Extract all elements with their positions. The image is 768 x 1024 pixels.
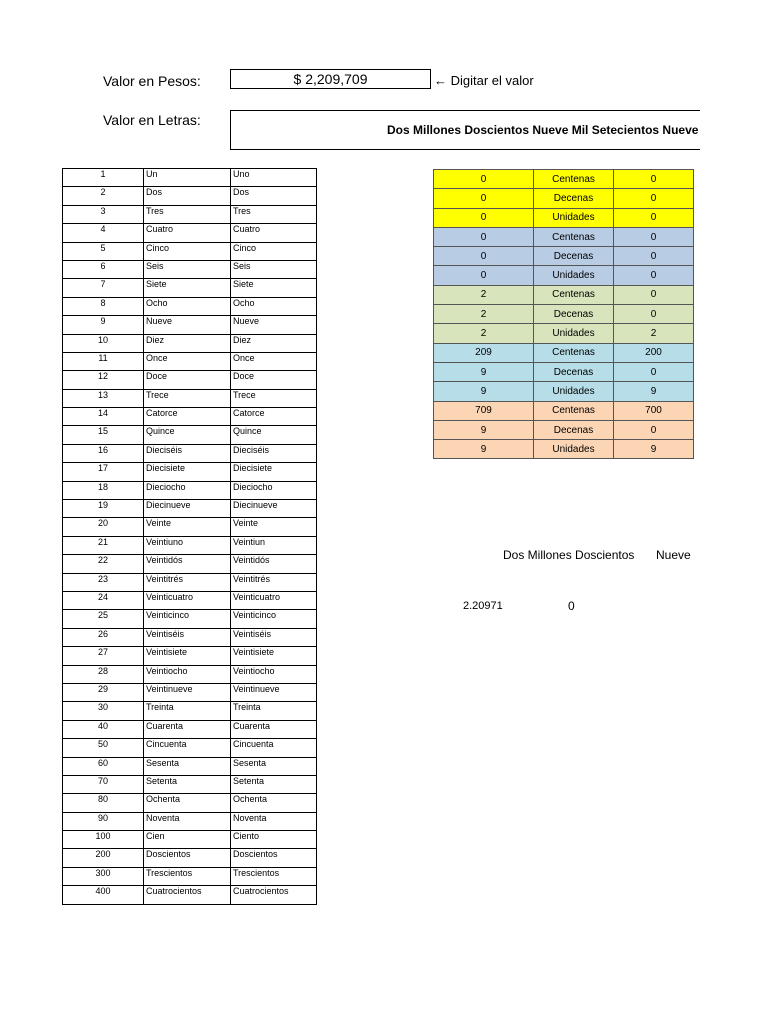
digits-table xyxy=(433,169,694,459)
lookup-number-cell[interactable]: 80 xyxy=(63,794,144,812)
words-cell-2[interactable]: Nueve xyxy=(656,548,691,562)
digits-row xyxy=(434,247,694,266)
lookup-number-cell[interactable]: 15 xyxy=(63,426,144,444)
digits-row xyxy=(434,208,694,227)
lookup-number-cell[interactable]: 3 xyxy=(63,205,144,223)
lookup-row xyxy=(63,169,317,187)
digit-value-cell[interactable]: 9 xyxy=(434,420,534,439)
lookup-number-cell[interactable]: 29 xyxy=(63,683,144,701)
lookup-word-alt-cell[interactable]: Noventa xyxy=(231,812,317,830)
lookup-word-alt-cell[interactable]: Tres xyxy=(231,205,317,223)
place-value-cell[interactable]: 0 xyxy=(614,285,694,304)
lookup-word-cell[interactable]: Veintidós xyxy=(144,555,231,573)
digits-row xyxy=(434,189,694,208)
lookup-word-alt-cell[interactable]: Once xyxy=(231,352,317,370)
lookup-word-cell[interactable]: Trece xyxy=(144,389,231,407)
lookup-word-cell[interactable]: Veinticuatro xyxy=(144,591,231,609)
lookup-word-cell[interactable]: Veintiséis xyxy=(144,628,231,646)
lookup-word-alt-cell[interactable]: Diecisiete xyxy=(231,463,317,481)
lookup-number-cell[interactable]: 400 xyxy=(63,886,144,904)
place-value-cell[interactable]: 0 xyxy=(614,227,694,246)
digits-row xyxy=(434,420,694,439)
lookup-word-alt-cell[interactable]: Veintiun xyxy=(231,536,317,554)
lookup-row xyxy=(63,555,317,573)
lookup-word-cell[interactable]: Veintitrés xyxy=(144,573,231,591)
lookup-table xyxy=(62,168,317,905)
digit-value-cell[interactable]: 2 xyxy=(434,285,534,304)
place-name-cell[interactable]: Centenas xyxy=(534,401,614,420)
lookup-word-cell[interactable]: Trescientos xyxy=(144,867,231,885)
lookup-word-alt-cell[interactable]: Quince xyxy=(231,426,317,444)
lookup-word-alt-cell[interactable]: Ocho xyxy=(231,297,317,315)
lookup-word-cell[interactable]: Veintisiete xyxy=(144,647,231,665)
lookup-row xyxy=(63,867,317,885)
lookup-number-cell[interactable]: 70 xyxy=(63,775,144,793)
lookup-word-cell[interactable]: Noventa xyxy=(144,812,231,830)
place-value-cell[interactable]: 0 xyxy=(614,189,694,208)
lookup-number-cell[interactable]: 10 xyxy=(63,334,144,352)
digit-value-cell[interactable]: 209 xyxy=(434,343,534,362)
lookup-row xyxy=(63,352,317,370)
lookup-word-alt-cell[interactable]: Sesenta xyxy=(231,757,317,775)
lookup-row xyxy=(63,536,317,554)
digits-row xyxy=(434,170,694,189)
lookup-row xyxy=(63,297,317,315)
digits-row xyxy=(434,324,694,343)
lookup-number-cell[interactable]: 1 xyxy=(63,169,144,187)
digits-row xyxy=(434,305,694,324)
number-cell-1[interactable]: 2.20971 xyxy=(463,600,503,612)
lookup-number-cell[interactable]: 60 xyxy=(63,757,144,775)
place-value-cell[interactable]: 0 xyxy=(614,420,694,439)
digits-row xyxy=(434,440,694,459)
place-value-cell[interactable]: 9 xyxy=(614,382,694,401)
lookup-row xyxy=(63,628,317,646)
digit-value-cell[interactable]: 2 xyxy=(434,305,534,324)
digit-value-cell[interactable]: 2 xyxy=(434,324,534,343)
lookup-row xyxy=(63,849,317,867)
lookup-word-alt-cell[interactable]: Diecinueve xyxy=(231,500,317,518)
lookup-word-cell[interactable]: Ochenta xyxy=(144,794,231,812)
lookup-number-cell[interactable]: 26 xyxy=(63,628,144,646)
lookup-number-cell[interactable]: 100 xyxy=(63,831,144,849)
lookup-word-cell[interactable]: Doscientos xyxy=(144,849,231,867)
lookup-row xyxy=(63,573,317,591)
lookup-row xyxy=(63,702,317,720)
digits-row xyxy=(434,343,694,362)
lookup-row xyxy=(63,426,317,444)
place-name-cell[interactable]: Unidades xyxy=(534,266,614,285)
lookup-number-cell[interactable]: 17 xyxy=(63,463,144,481)
place-name-cell[interactable]: Decenas xyxy=(534,247,614,266)
lookup-row xyxy=(63,463,317,481)
lookup-word-cell[interactable]: Cuarenta xyxy=(144,720,231,738)
place-name-cell[interactable]: Unidades xyxy=(534,382,614,401)
place-name-cell[interactable]: Unidades xyxy=(534,440,614,459)
lookup-word-cell[interactable]: Diecisiete xyxy=(144,463,231,481)
lookup-row xyxy=(63,408,317,426)
lookup-word-alt-cell[interactable]: Cuatrocientos xyxy=(231,886,317,904)
place-value-cell[interactable]: 0 xyxy=(614,305,694,324)
lookup-word-alt-cell[interactable]: Veinticinco xyxy=(231,610,317,628)
lookup-row xyxy=(63,610,317,628)
place-name-cell[interactable]: Decenas xyxy=(534,362,614,381)
lookup-number-cell[interactable]: 20 xyxy=(63,518,144,536)
lookup-word-alt-cell[interactable]: Cinco xyxy=(231,242,317,260)
digit-value-cell[interactable]: 9 xyxy=(434,382,534,401)
lookup-word-cell[interactable]: Dieciocho xyxy=(144,481,231,499)
digits-row xyxy=(434,266,694,285)
lookup-word-alt-cell[interactable]: Treinta xyxy=(231,702,317,720)
valor-pesos-label: Valor en Pesos: xyxy=(103,73,201,89)
lookup-word-alt-cell[interactable]: Dos xyxy=(231,187,317,205)
place-value-cell[interactable]: 0 xyxy=(614,362,694,381)
lookup-number-cell[interactable]: 8 xyxy=(63,297,144,315)
place-value-cell[interactable]: 200 xyxy=(614,343,694,362)
place-name-cell[interactable]: Centenas xyxy=(534,227,614,246)
digit-value-cell[interactable]: 0 xyxy=(434,227,534,246)
lookup-word-cell[interactable]: Quince xyxy=(144,426,231,444)
place-value-cell[interactable]: 0 xyxy=(614,170,694,189)
lookup-word-alt-cell[interactable]: Uno xyxy=(231,169,317,187)
valor-letras-output[interactable]: Dos Millones Doscientos Nueve Mil Setecientos Nueve xyxy=(230,110,700,150)
lookup-row xyxy=(63,665,317,683)
digits-row xyxy=(434,382,694,401)
lookup-word-alt-cell[interactable]: Nueve xyxy=(231,316,317,334)
digits-row xyxy=(434,401,694,420)
digit-value-cell[interactable]: 0 xyxy=(434,247,534,266)
lookup-row xyxy=(63,481,317,499)
lookup-word-alt-cell[interactable]: Diez xyxy=(231,334,317,352)
lookup-row xyxy=(63,371,317,389)
lookup-row xyxy=(63,224,317,242)
place-name-cell[interactable]: Centenas xyxy=(534,285,614,304)
lookup-word-cell[interactable]: Seis xyxy=(144,260,231,278)
lookup-word-alt-cell[interactable]: Siete xyxy=(231,279,317,297)
place-name-cell[interactable]: Unidades xyxy=(534,324,614,343)
lookup-row xyxy=(63,334,317,352)
lookup-number-cell[interactable]: 40 xyxy=(63,720,144,738)
digit-value-cell[interactable]: 709 xyxy=(434,401,534,420)
lookup-word-cell[interactable]: Dos xyxy=(144,187,231,205)
lookup-word-alt-cell[interactable]: Trescientos xyxy=(231,867,317,885)
digit-value-cell[interactable]: 9 xyxy=(434,440,534,459)
lookup-word-alt-cell[interactable]: Veintinueve xyxy=(231,683,317,701)
lookup-word-alt-cell[interactable]: Veintiséis xyxy=(231,628,317,646)
lookup-word-alt-cell[interactable]: Cuarenta xyxy=(231,720,317,738)
lookup-number-cell[interactable]: 6 xyxy=(63,260,144,278)
valor-letras-label: Valor en Letras: xyxy=(103,112,201,128)
lookup-number-cell[interactable]: 19 xyxy=(63,500,144,518)
place-value-cell[interactable]: 2 xyxy=(614,324,694,343)
lookup-word-cell[interactable]: Un xyxy=(144,169,231,187)
lookup-number-cell[interactable]: 2 xyxy=(63,187,144,205)
digits-row xyxy=(434,285,694,304)
lookup-number-cell[interactable]: 12 xyxy=(63,371,144,389)
lookup-number-cell[interactable]: 13 xyxy=(63,389,144,407)
lookup-number-cell[interactable]: 27 xyxy=(63,647,144,665)
lookup-number-cell[interactable]: 14 xyxy=(63,408,144,426)
lookup-word-cell[interactable]: Tres xyxy=(144,205,231,223)
lookup-word-cell[interactable]: Diez xyxy=(144,334,231,352)
place-name-cell[interactable]: Centenas xyxy=(534,170,614,189)
lookup-word-alt-cell[interactable]: Trece xyxy=(231,389,317,407)
lookup-word-alt-cell[interactable]: Veintiocho xyxy=(231,665,317,683)
lookup-word-cell[interactable]: Diecinueve xyxy=(144,500,231,518)
lookup-word-cell[interactable]: Cuatrocientos xyxy=(144,886,231,904)
digit-value-cell[interactable]: 9 xyxy=(434,362,534,381)
lookup-word-alt-cell[interactable]: Doscientos xyxy=(231,849,317,867)
lookup-word-alt-cell[interactable]: Cincuenta xyxy=(231,739,317,757)
lookup-word-cell[interactable]: Veintiocho xyxy=(144,665,231,683)
lookup-row xyxy=(63,205,317,223)
lookup-row xyxy=(63,757,317,775)
place-value-cell[interactable]: 0 xyxy=(614,208,694,227)
lookup-number-cell[interactable]: 25 xyxy=(63,610,144,628)
lookup-word-alt-cell[interactable]: Ciento xyxy=(231,831,317,849)
lookup-number-cell[interactable]: 21 xyxy=(63,536,144,554)
lookup-row xyxy=(63,500,317,518)
digit-value-cell[interactable]: 0 xyxy=(434,170,534,189)
lookup-word-cell[interactable]: Ocho xyxy=(144,297,231,315)
place-name-cell[interactable]: Unidades xyxy=(534,208,614,227)
lookup-word-alt-cell[interactable]: Veintisiete xyxy=(231,647,317,665)
place-name-cell[interactable]: Centenas xyxy=(534,343,614,362)
lookup-word-cell[interactable]: Sesenta xyxy=(144,757,231,775)
digit-value-cell[interactable]: 0 xyxy=(434,208,534,227)
lookup-row xyxy=(63,279,317,297)
lookup-word-alt-cell[interactable]: Seis xyxy=(231,260,317,278)
lookup-number-cell[interactable]: 4 xyxy=(63,224,144,242)
lookup-row xyxy=(63,187,317,205)
lookup-number-cell[interactable]: 11 xyxy=(63,352,144,370)
lookup-word-alt-cell[interactable]: Setenta xyxy=(231,775,317,793)
lookup-word-cell[interactable]: Cuatro xyxy=(144,224,231,242)
lookup-word-cell[interactable]: Cinco xyxy=(144,242,231,260)
lookup-word-alt-cell[interactable]: Veinte xyxy=(231,518,317,536)
lookup-number-cell[interactable]: 22 xyxy=(63,555,144,573)
lookup-row xyxy=(63,518,317,536)
lookup-row xyxy=(63,720,317,738)
lookup-word-alt-cell[interactable]: Dieciocho xyxy=(231,481,317,499)
digitar-hint: ← Digitar el valor xyxy=(434,73,534,88)
lookup-word-cell[interactable]: Treinta xyxy=(144,702,231,720)
lookup-word-alt-cell[interactable]: Veintitrés xyxy=(231,573,317,591)
lookup-word-cell[interactable]: Cincuenta xyxy=(144,739,231,757)
lookup-word-cell[interactable]: Veinticinco xyxy=(144,610,231,628)
lookup-word-alt-cell[interactable]: Ochenta xyxy=(231,794,317,812)
lookup-word-cell[interactable]: Doce xyxy=(144,371,231,389)
lookup-row xyxy=(63,812,317,830)
lookup-number-cell[interactable]: 90 xyxy=(63,812,144,830)
lookup-word-cell[interactable]: Once xyxy=(144,352,231,370)
lookup-row xyxy=(63,242,317,260)
lookup-number-cell[interactable]: 7 xyxy=(63,279,144,297)
lookup-row xyxy=(63,389,317,407)
place-value-cell[interactable]: 0 xyxy=(614,247,694,266)
lookup-word-alt-cell[interactable]: Veinticuatro xyxy=(231,591,317,609)
digits-row xyxy=(434,227,694,246)
digit-value-cell[interactable]: 0 xyxy=(434,266,534,285)
lookup-number-cell[interactable]: 300 xyxy=(63,867,144,885)
lookup-number-cell[interactable]: 9 xyxy=(63,316,144,334)
lookup-number-cell[interactable]: 18 xyxy=(63,481,144,499)
place-value-cell[interactable]: 9 xyxy=(614,440,694,459)
valor-pesos-input[interactable]: $ 2,209,709 xyxy=(230,69,431,89)
lookup-row xyxy=(63,831,317,849)
lookup-word-alt-cell[interactable]: Doce xyxy=(231,371,317,389)
lookup-number-cell[interactable]: 24 xyxy=(63,591,144,609)
lookup-word-cell[interactable]: Veintinueve xyxy=(144,683,231,701)
lookup-row xyxy=(63,591,317,609)
words-cell-1[interactable]: Dos Millones Doscientos xyxy=(503,548,635,562)
lookup-number-cell[interactable]: 30 xyxy=(63,702,144,720)
lookup-number-cell[interactable]: 23 xyxy=(63,573,144,591)
lookup-row xyxy=(63,683,317,701)
lookup-word-alt-cell[interactable]: Cuatro xyxy=(231,224,317,242)
number-cell-2[interactable]: 0 xyxy=(568,599,575,613)
lookup-number-cell[interactable]: 50 xyxy=(63,739,144,757)
lookup-number-cell[interactable]: 5 xyxy=(63,242,144,260)
place-value-cell[interactable]: 700 xyxy=(614,401,694,420)
lookup-number-cell[interactable]: 28 xyxy=(63,665,144,683)
lookup-row xyxy=(63,739,317,757)
lookup-row xyxy=(63,886,317,904)
lookup-word-alt-cell[interactable]: Dieciséis xyxy=(231,444,317,462)
lookup-number-cell[interactable]: 16 xyxy=(63,444,144,462)
lookup-word-cell[interactable]: Nueve xyxy=(144,316,231,334)
place-value-cell[interactable]: 0 xyxy=(614,266,694,285)
place-name-cell[interactable]: Decenas xyxy=(534,420,614,439)
lookup-word-alt-cell[interactable]: Veintidós xyxy=(231,555,317,573)
lookup-word-cell[interactable]: Veinte xyxy=(144,518,231,536)
lookup-row xyxy=(63,794,317,812)
lookup-word-cell[interactable]: Catorce xyxy=(144,408,231,426)
lookup-row xyxy=(63,260,317,278)
lookup-word-cell[interactable]: Siete xyxy=(144,279,231,297)
lookup-row xyxy=(63,444,317,462)
lookup-number-cell[interactable]: 200 xyxy=(63,849,144,867)
lookup-word-alt-cell[interactable]: Catorce xyxy=(231,408,317,426)
lookup-word-cell[interactable]: Veintiuno xyxy=(144,536,231,554)
lookup-row xyxy=(63,316,317,334)
lookup-word-cell[interactable]: Dieciséis xyxy=(144,444,231,462)
lookup-word-cell[interactable]: Setenta xyxy=(144,775,231,793)
lookup-row xyxy=(63,775,317,793)
place-name-cell[interactable]: Decenas xyxy=(534,305,614,324)
digits-row xyxy=(434,362,694,381)
digit-value-cell[interactable]: 0 xyxy=(434,189,534,208)
lookup-word-cell[interactable]: Cien xyxy=(144,831,231,849)
lookup-row xyxy=(63,647,317,665)
place-name-cell[interactable]: Decenas xyxy=(534,189,614,208)
